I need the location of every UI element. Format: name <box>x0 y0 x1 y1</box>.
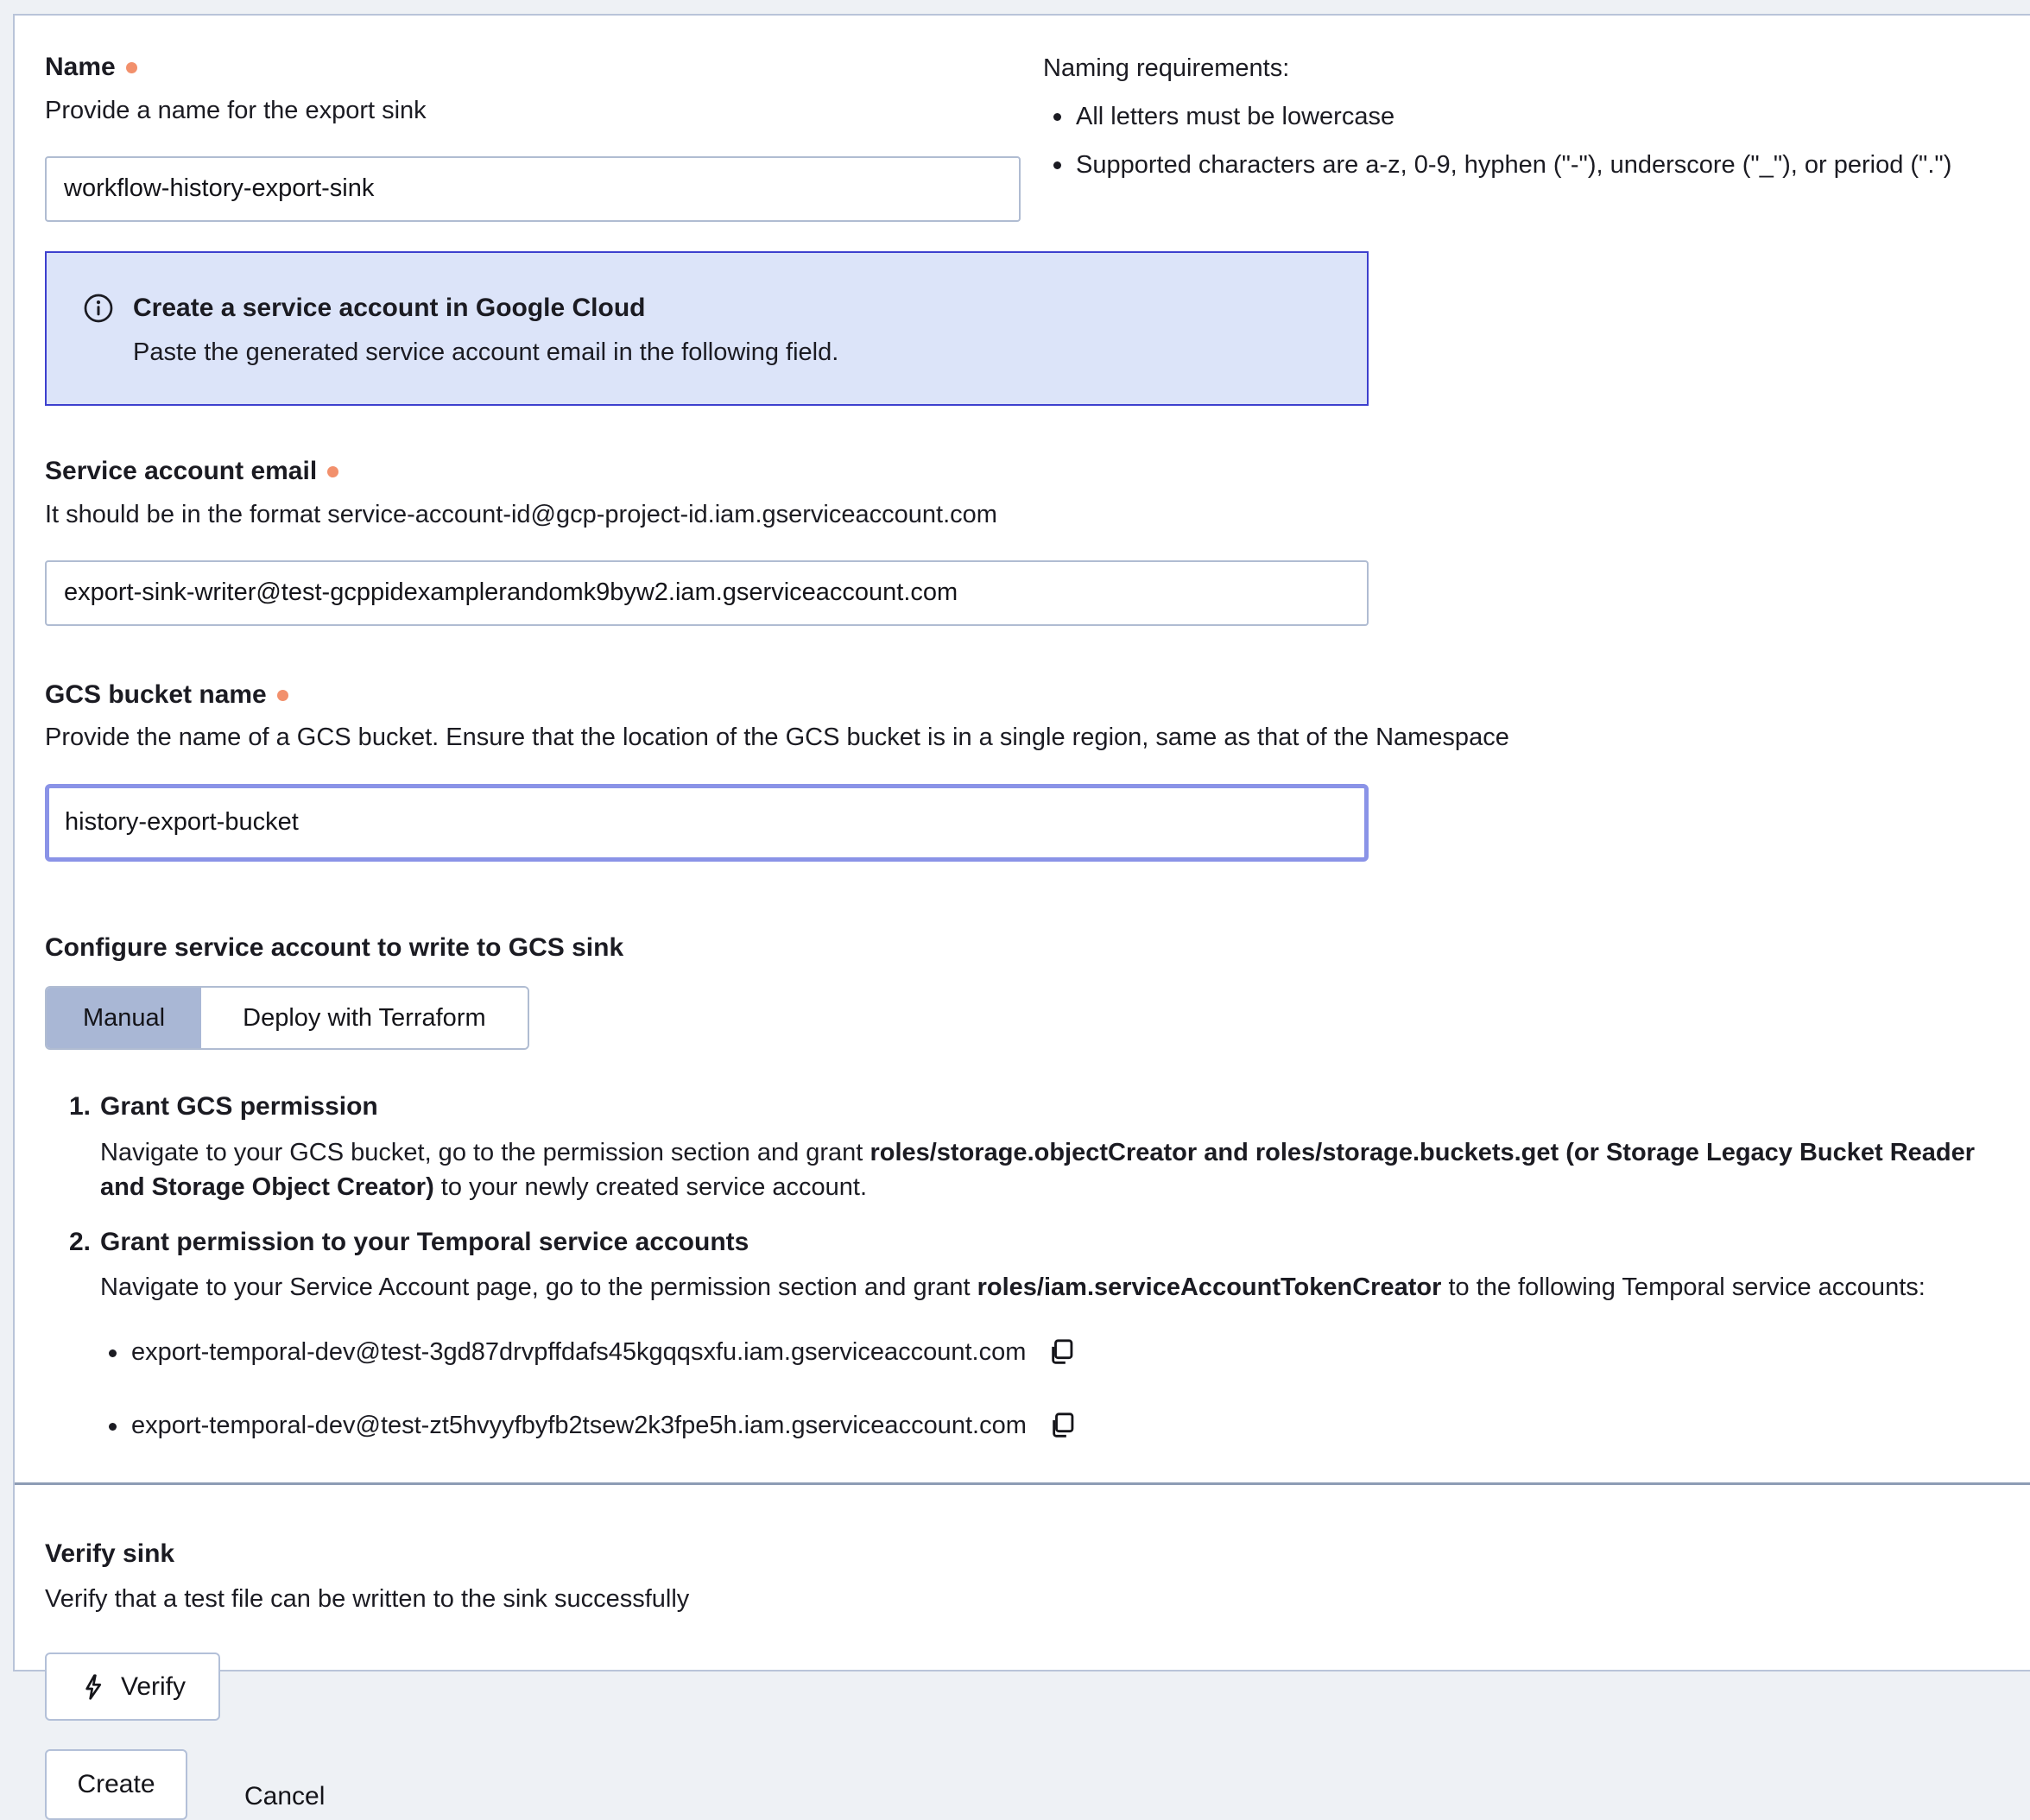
temporal-service-account-email: export-temporal-dev@test-3gd87drvpffdafs45kgqqsxfu.iam.gserviceaccount.com <box>131 1338 1027 1367</box>
lightning-icon <box>79 1673 107 1701</box>
gcs-bucket-name-label-text: GCS bucket name <box>45 679 267 709</box>
step-number: 1. <box>69 1092 92 1122</box>
step-grant-gcs-permission <box>45 1090 2030 1204</box>
configure-section-title: Configure service account to write to GCS sink <box>45 932 624 962</box>
naming-requirements-title: Naming requirements: <box>1043 54 1290 82</box>
copy-icon[interactable] <box>1049 1410 1078 1443</box>
naming-requirement-item: All letters must be lowercase <box>1043 100 2030 134</box>
cancel-button[interactable]: Cancel <box>244 1758 325 1811</box>
verify-sink-description: Verify that a test file can be written to the sink successfully <box>45 1584 690 1613</box>
temporal-service-account-email: export-temporal-dev@test-zt5hvyyfbyfb2tsew2k3fpe5h.iam.gserviceaccount.com <box>131 1412 1027 1440</box>
name-row <box>45 50 2030 222</box>
info-icon <box>83 293 114 324</box>
step-instructions <box>45 1270 1992 1305</box>
service-account-info-banner <box>45 251 1369 407</box>
name-label-text: Name <box>45 53 116 81</box>
required-indicator-dot <box>277 690 288 701</box>
naming-requirements-list <box>1043 100 2030 182</box>
verify-button-label: Verify <box>120 1671 187 1701</box>
sink-name-input[interactable] <box>45 156 1021 222</box>
temporal-service-account-item <box>131 1409 2030 1443</box>
naming-requirement-item: Supported characters are a-z, 0-9, hyphen ("-"), underscore ("_"), or period (".") <box>1043 149 2030 182</box>
service-account-email-label-text: Service account email <box>45 457 318 486</box>
temporal-service-account-list <box>45 1336 2030 1443</box>
name-description: Provide a name for the export sink <box>45 96 427 124</box>
tab-deploy-with-terraform[interactable]: Deploy with Terraform <box>201 988 528 1048</box>
step-text: Navigate to your Service Account page, go to the permission section and grant <box>100 1273 977 1302</box>
form-actions <box>45 1749 2030 1820</box>
tab-manual[interactable]: Manual <box>47 988 201 1048</box>
service-account-email-label <box>45 454 2030 490</box>
manual-steps <box>45 1090 2030 1305</box>
copy-icon[interactable] <box>1048 1337 1078 1369</box>
step-instructions <box>45 1135 1992 1204</box>
gcs-bucket-name-label <box>45 678 2030 713</box>
create-button[interactable]: Create <box>45 1749 187 1820</box>
configure-tabs <box>45 986 529 1050</box>
section-divider <box>15 1482 2030 1485</box>
gcs-bucket-name-input[interactable] <box>45 784 1369 862</box>
step-text: to the following Temporal service accounts: <box>1441 1273 1926 1302</box>
step-text-bold: roles/storage.objectCreator and roles/storage.buckets.get (or Storage Legacy Bucket Reader and Storage Object Creator) <box>100 1138 1976 1201</box>
step-title-text: Grant permission to your Temporal service accounts <box>100 1227 749 1256</box>
export-sink-form-card <box>13 14 2030 1811</box>
temporal-service-account-item <box>131 1336 2030 1369</box>
gcs-bucket-name-description: Provide the name of a GCS bucket. Ensure that the location of the GCS bucket is in a single region, same as that of the Namespace <box>45 724 1509 752</box>
name-label <box>45 50 1021 85</box>
step-text: Navigate to your GCS bucket, go to the permission section and grant <box>100 1138 870 1166</box>
step-text-bold: roles/iam.serviceAccountTokenCreator <box>977 1273 1442 1302</box>
required-indicator-dot <box>327 466 338 477</box>
verify-button[interactable] <box>45 1653 220 1721</box>
service-account-email-input[interactable] <box>45 560 1369 626</box>
verify-sink-title: Verify sink <box>45 1539 175 1569</box>
service-account-email-description: It should be in the format service-account-id@gcp-project-id.iam.gserviceaccount.com <box>45 500 997 528</box>
step-grant-temporal-permission <box>45 1225 2030 1305</box>
step-title-text: Grant GCS permission <box>100 1092 378 1122</box>
info-banner-title: Create a service account in Google Cloud <box>133 293 646 322</box>
info-banner-body: Paste the generated service account email in the following field. <box>133 338 839 367</box>
step-text: to your newly created service account. <box>433 1172 868 1201</box>
step-number: 2. <box>69 1227 92 1256</box>
required-indicator-dot <box>126 62 137 73</box>
